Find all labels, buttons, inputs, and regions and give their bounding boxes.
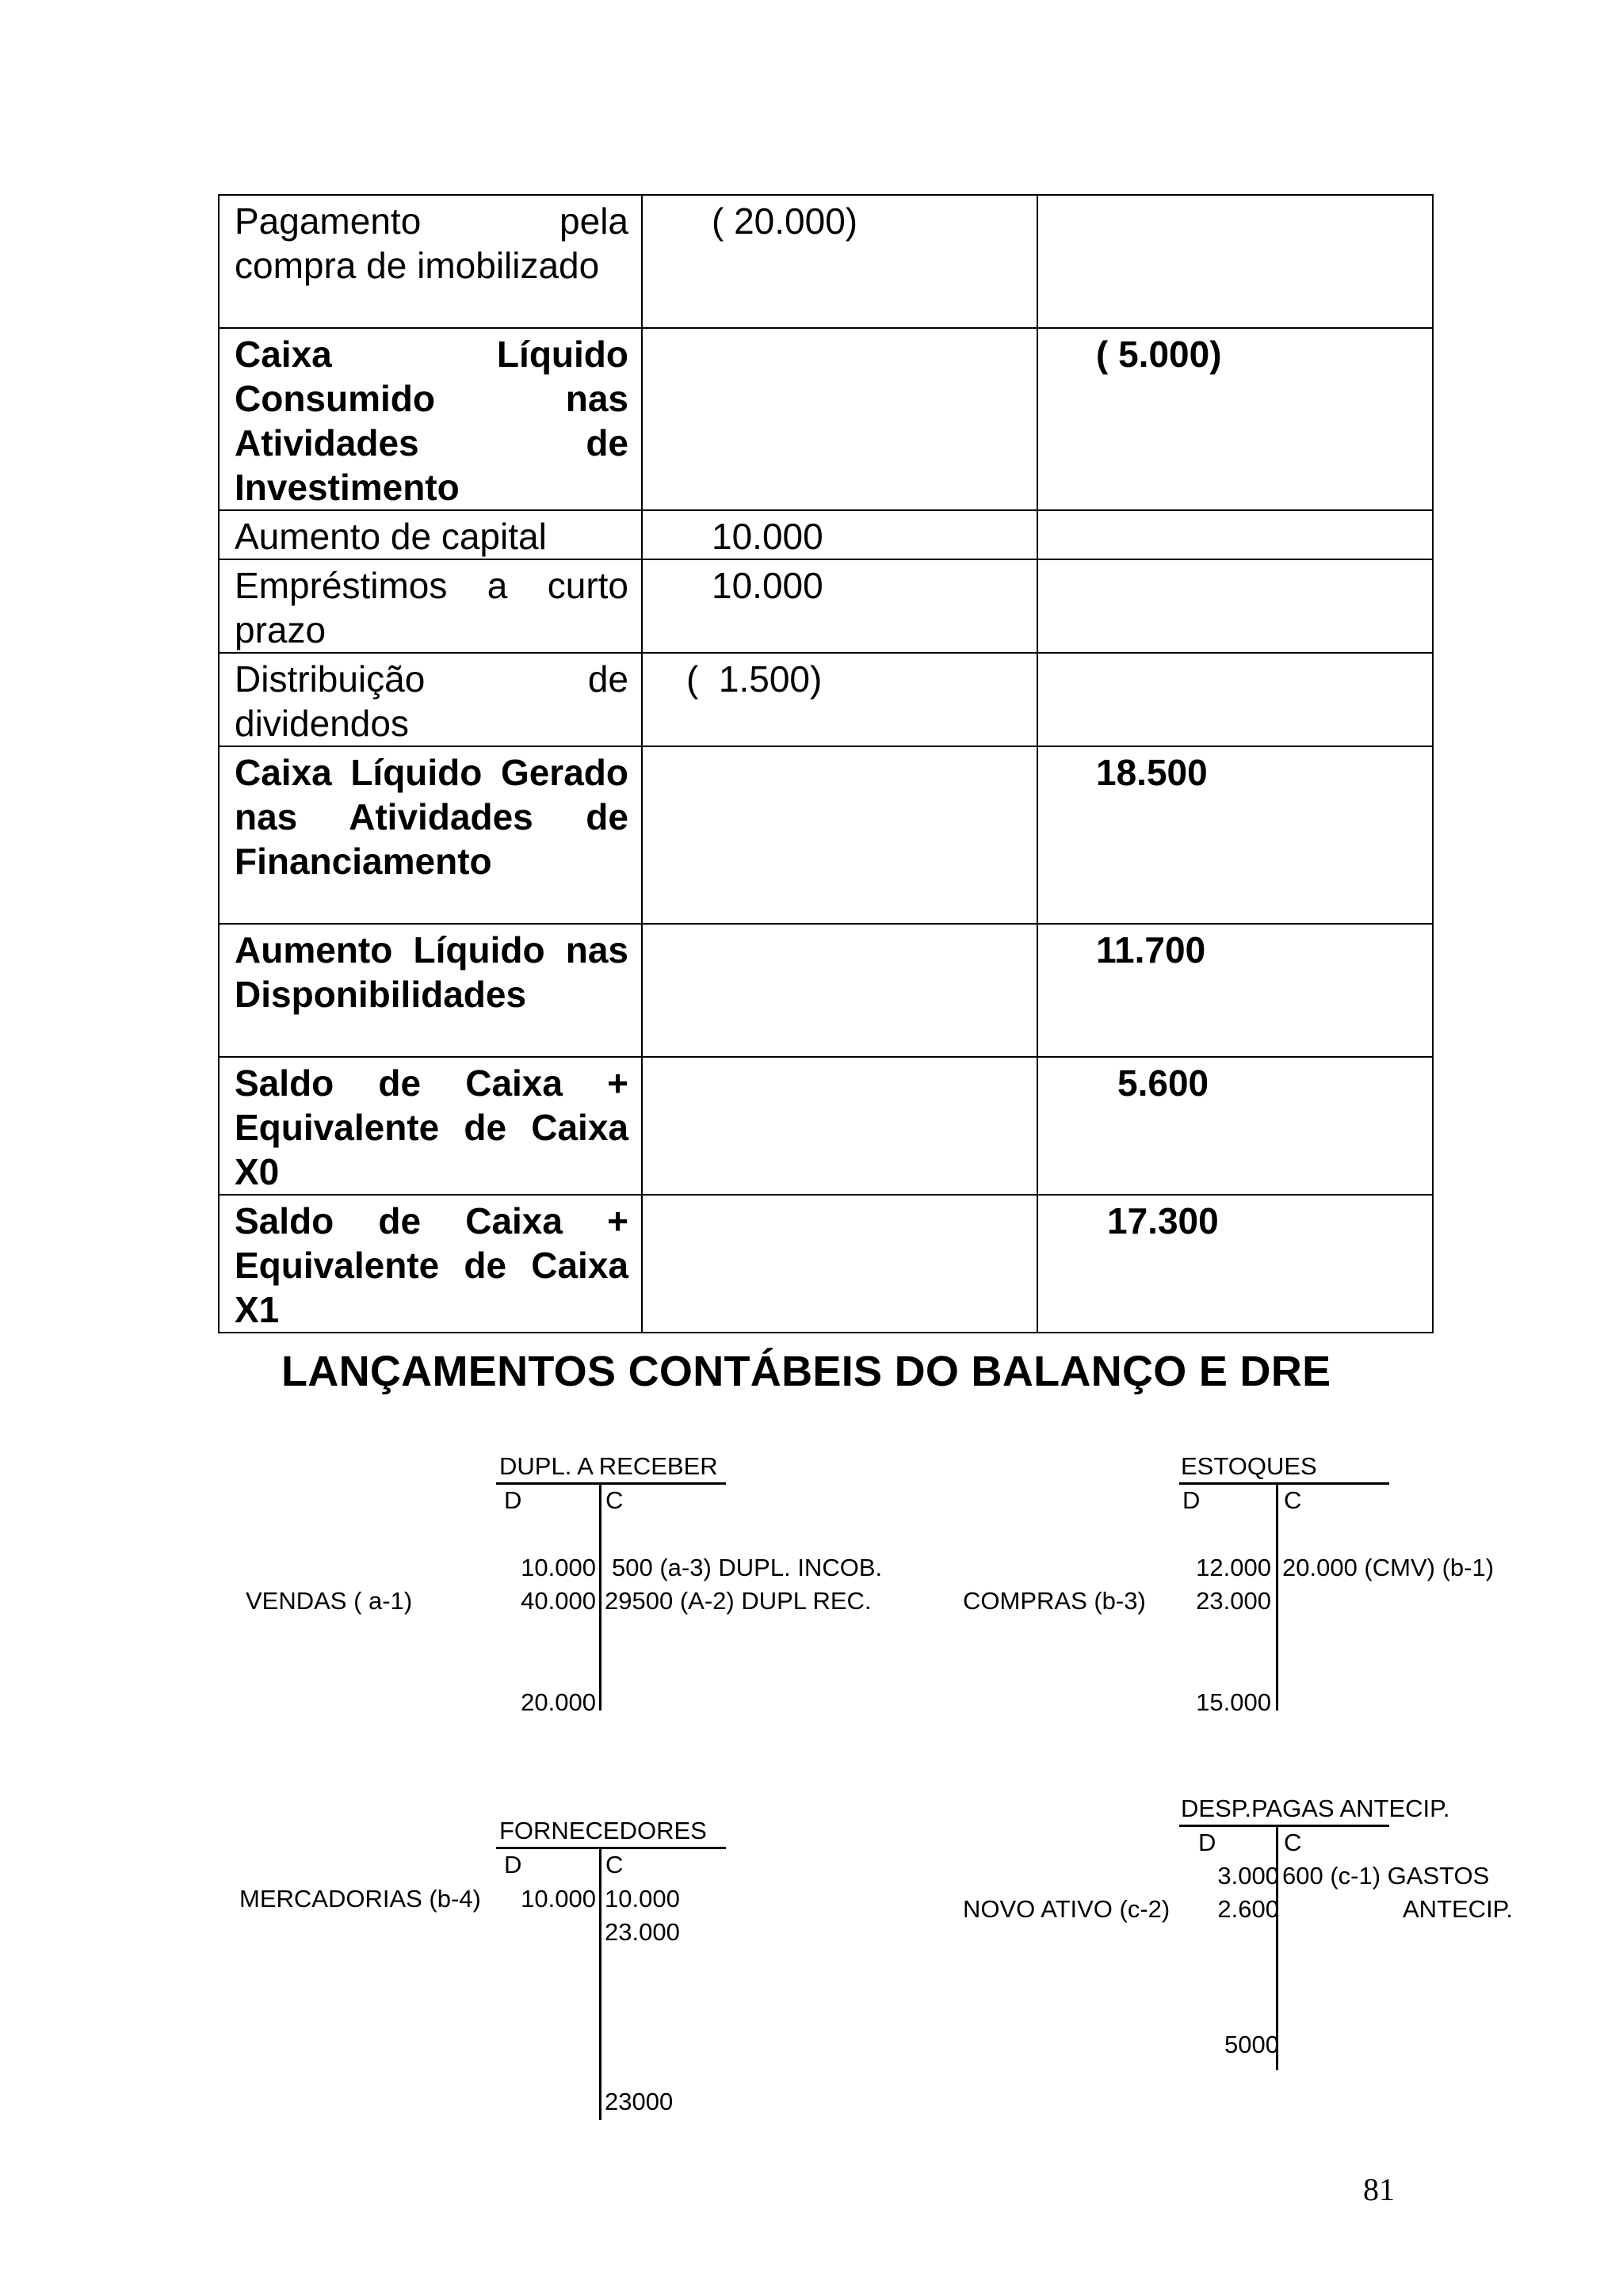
row-total-cell <box>1037 924 1433 1057</box>
debit-entry: 10.000 <box>521 1885 596 1913</box>
side-label: VENDAS ( a-1) <box>246 1587 413 1615</box>
row-value-cell <box>642 195 1037 328</box>
table-row <box>219 653 1433 746</box>
credit-entry: ANTECIP. <box>1403 1895 1513 1923</box>
balance: 20.000 <box>521 1688 596 1716</box>
row-label: Distribuição de dividendos <box>235 658 628 744</box>
row-label-cell <box>219 510 642 559</box>
row-label-cell <box>219 924 642 1057</box>
page-number: 81 <box>1363 2172 1395 2207</box>
debit-label: D <box>504 1851 522 1878</box>
credit-label: C <box>1284 1486 1302 1514</box>
row-label: Empréstimos a curto prazo <box>235 565 628 650</box>
row-value-cell <box>642 1057 1037 1195</box>
row-total: 18.500 <box>1096 752 1208 793</box>
row-label: Aumento de capital <box>235 516 547 557</box>
side-label: COMPRAS (b-3) <box>963 1587 1146 1615</box>
cash-flow-table <box>218 194 1434 1333</box>
row-total-cell <box>1037 653 1433 746</box>
row-value-cell <box>642 328 1037 510</box>
credit-entry: 500 (a-3) DUPL. INCOB. <box>612 1554 883 1581</box>
row-value <box>643 747 1037 750</box>
credit-label: C <box>605 1851 624 1878</box>
row-value: 10.000 <box>712 516 823 557</box>
row-value-cell <box>642 653 1037 746</box>
t-account-title: FORNECEDORES <box>499 1817 707 1844</box>
debit-label: D <box>504 1486 522 1514</box>
row-label: Caixa Líquido Gerado nas Atividades de Financiamento <box>235 752 628 882</box>
row-label-cell <box>219 328 642 510</box>
table-row <box>219 746 1433 924</box>
row-total-cell <box>1037 195 1433 328</box>
row-value <box>643 1058 1037 1061</box>
t-account-title: DESP.PAGAS ANTECIP. <box>1181 1794 1450 1822</box>
t-account-title: DUPL. A RECEBER <box>499 1452 718 1480</box>
row-label-cell <box>219 195 642 328</box>
t-account-center-line <box>599 1847 601 2120</box>
row-total: ( 5.000) <box>1096 334 1222 375</box>
row-total-cell <box>1037 1195 1433 1333</box>
row-total <box>1038 560 1432 563</box>
table-row <box>219 328 1433 510</box>
row-total: 5.600 <box>1117 1062 1209 1104</box>
row-total: 11.700 <box>1096 929 1206 971</box>
credit-entry: 20.000 (CMV) (b-1) <box>1282 1554 1495 1581</box>
row-value <box>643 925 1037 928</box>
row-value-cell <box>642 1195 1037 1333</box>
row-label-cell <box>219 1195 642 1333</box>
row-total: 17.300 <box>1107 1200 1219 1241</box>
row-value: ( 20.000) <box>712 200 858 242</box>
credit-entry: 600 (c-1) GASTOS <box>1282 1862 1490 1890</box>
t-account-desp-pagas-antecip <box>959 1792 1617 2085</box>
row-total <box>1038 654 1432 657</box>
table-row <box>219 1057 1433 1195</box>
row-label: Pagamento pela compra de imobilizado <box>235 200 628 286</box>
row-total-cell <box>1037 328 1433 510</box>
debit-entry: 2.600 <box>1217 1895 1279 1923</box>
balance: 23000 <box>605 2088 674 2115</box>
row-label-cell <box>219 1057 642 1195</box>
table-row <box>219 559 1433 653</box>
debit-entry: 12.000 <box>1196 1554 1271 1581</box>
debit-label: D <box>1182 1486 1201 1514</box>
row-total-cell <box>1037 1057 1433 1195</box>
credit-label: C <box>605 1486 624 1514</box>
side-label: MERCADORIAS (b-4) <box>239 1885 481 1913</box>
debit-entry: 10.000 <box>521 1554 596 1581</box>
row-value-cell <box>642 746 1037 924</box>
balance: 15.000 <box>1196 1688 1271 1716</box>
debit-entry: 40.000 <box>521 1587 596 1615</box>
row-value-cell <box>642 559 1037 653</box>
table-row <box>219 1195 1433 1333</box>
side-label: NOVO ATIVO (c-2) <box>963 1895 1170 1923</box>
row-value: 10.000 <box>712 565 823 606</box>
row-total-cell <box>1037 559 1433 653</box>
credit-entry: 23.000 <box>605 1918 680 1946</box>
balance: 5000 <box>1224 2031 1279 2058</box>
row-label: Saldo de Caixa + Equivalente de Caixa X1 <box>235 1200 628 1330</box>
debit-entry: 3.000 <box>1217 1862 1279 1890</box>
t-account-center-line <box>1276 1482 1278 1711</box>
t-account-fornecedores <box>238 1814 903 2123</box>
row-value <box>643 1196 1037 1199</box>
t-account-center-line <box>599 1482 601 1711</box>
row-value-cell <box>642 510 1037 559</box>
row-label-cell <box>219 559 642 653</box>
credit-entry: 10.000 <box>605 1885 680 1913</box>
row-value <box>643 329 1037 332</box>
table-row <box>219 924 1433 1057</box>
row-total <box>1038 196 1432 199</box>
credit-label: C <box>1284 1829 1302 1856</box>
t-account-title: ESTOQUES <box>1181 1452 1317 1480</box>
row-label: Aumento Líquido nas Disponibilidades <box>235 929 628 1015</box>
row-total-cell <box>1037 746 1433 924</box>
row-label: Caixa Líquido Consumido nas Atividades de Investimento <box>235 334 628 508</box>
row-value-cell <box>642 924 1037 1057</box>
row-total <box>1038 511 1432 514</box>
table-row <box>219 510 1433 559</box>
credit-entry: 29500 (A-2) DUPL REC. <box>605 1587 872 1615</box>
row-value: ( 1.500) <box>686 658 823 700</box>
debit-label: D <box>1198 1829 1216 1856</box>
row-total-cell <box>1037 510 1433 559</box>
debit-entry: 23.000 <box>1196 1587 1271 1615</box>
t-account-dupl-receber <box>238 1450 903 1727</box>
row-label-cell <box>219 653 642 746</box>
row-label-cell <box>219 746 642 924</box>
section-heading: LANÇAMENTOS CONTÁBEIS DO BALANÇO E DRE <box>281 1348 1331 1395</box>
table-row <box>219 195 1433 328</box>
t-account-estoques <box>959 1450 1609 1727</box>
row-label: Saldo de Caixa + Equivalente de Caixa X0 <box>235 1062 628 1192</box>
